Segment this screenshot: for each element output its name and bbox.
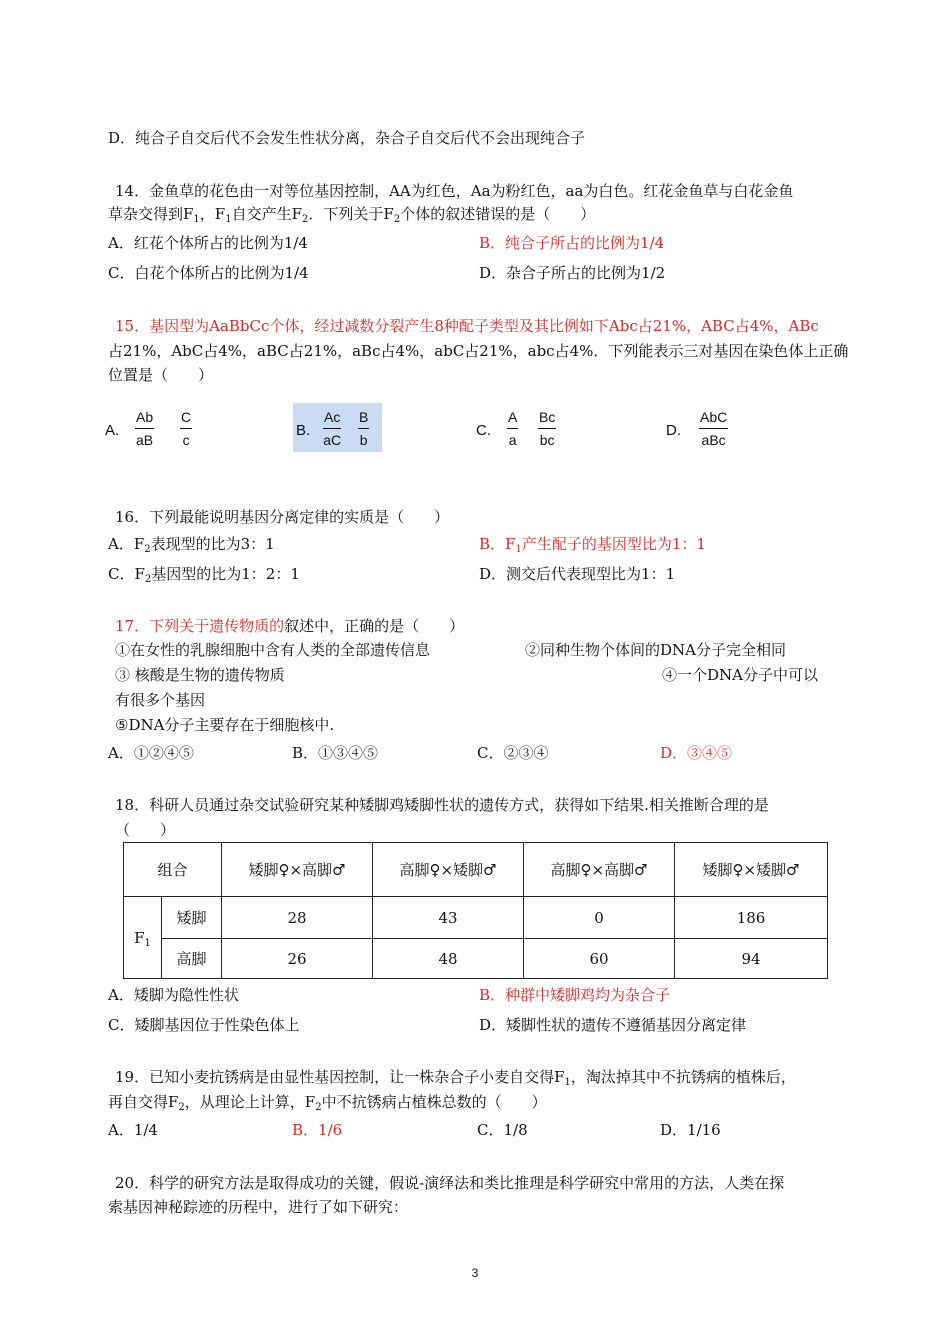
- q18-option-c: C．矮脚基因位于性染色体上: [108, 1016, 300, 1034]
- table-cell: 0: [524, 897, 675, 939]
- q15-option-b-highlight: B. $\frac{Ac}{aC}$ $\frac{B}{b}$: [293, 403, 382, 452]
- q20-stem-line2: 索基因神秘踪迹的历程中，进行了如下研究：: [108, 1198, 409, 1216]
- q17-option-c: C．②③④: [477, 744, 549, 762]
- q14-option-a: A．红花个体所占的比例为1/4: [108, 234, 308, 252]
- table-header-group: 组合: [124, 843, 222, 897]
- q19-option-c: C．1/8: [477, 1121, 528, 1139]
- q13-option-d: D．纯合子自交后代不会发生性状分离，杂合子自交后代不会出现纯合子: [108, 129, 586, 147]
- table-cell: 48: [373, 939, 524, 979]
- table-cell: 28: [222, 897, 373, 939]
- page-number: 3: [471, 1266, 479, 1280]
- q16-stem: 16．下列最能说明基因分离定律的实质是（ ）: [115, 508, 450, 526]
- table-cell: 186: [675, 897, 828, 939]
- q14-stem-line2: 草杂交得到$F_1$，$F_1$自交产生$F_2$．下列关于$F_2$个体的叙述错误的是（ ）: [108, 205, 596, 225]
- table-cell: 60: [524, 939, 675, 979]
- q19-option-b: B．1/6: [292, 1121, 343, 1139]
- q14-option-c: C．白花个体所占的比例为1/4: [108, 264, 309, 282]
- table-header-cross-2: 高脚♀×矮脚♂: [373, 843, 524, 897]
- q17-stem: 17．下列关于遗传物质的叙述中，正确的是（ ）: [115, 617, 465, 635]
- table-cell: 43: [373, 897, 524, 939]
- q19-option-a: A．1/4: [108, 1121, 158, 1139]
- table-row-label-tall: 高脚: [162, 939, 222, 979]
- q17-option-d: D．③④⑤: [660, 744, 733, 762]
- q20-stem-line1: 20．科学的研究方法是取得成功的关键，假说-演绎法和类比推理是科学研究中常用的方法，人类在探: [115, 1174, 785, 1192]
- q14-option-b: B．纯合子所占的比例为1/4: [479, 234, 665, 252]
- table-cell: 94: [675, 939, 828, 979]
- q15-stem-line3: 位置是（ ）: [108, 366, 214, 384]
- table-header-cross-3: 高脚♀×高脚♂: [524, 843, 675, 897]
- q19-stem-line2: 再自交得$F_2$，从理论上计算，$F_2$中不抗锈病占植株总数的（ ）: [108, 1093, 547, 1113]
- q15-option-c: C. $\frac{A}{a}$ $\frac{Bc}{bc}$: [476, 409, 556, 448]
- q17-statement-4b: 有很多个基因: [115, 691, 206, 709]
- q16-option-c: C．$F_2$基因型的比为1：2：1: [108, 565, 300, 585]
- q16-option-b: B．$F_1$产生配子的基因型比为1：1: [479, 535, 706, 555]
- q19-stem-line1: 19．已知小麦抗锈病是由显性基因控制，让一株杂合子小麦自交得$F_1$，淘汰掉其中不抗锈病的植株后，: [115, 1068, 796, 1088]
- q16-option-d: D．测交后代表现型比为1：1: [479, 565, 676, 583]
- q16-option-a: A．$F_2$表现型的比为3：1: [108, 535, 275, 555]
- q17-statement-3: ③ 核酸是生物的遗传物质: [115, 666, 285, 684]
- q17-statement-2: ②同种生物个体间的DNA分子完全相同: [525, 641, 786, 659]
- table-header-cross-4: 矮脚♀×矮脚♂: [675, 843, 828, 897]
- q18-option-b: B．种群中矮脚鸡均为杂合子: [479, 986, 671, 1004]
- q15-stem-line2: 占21%，AbC占4%，aBC占21%，aBc占4%，abC占21%，abc占4%．下列能表示三对基因在染色体上正确: [108, 342, 849, 360]
- q18-results-table: [123, 842, 828, 979]
- q17-option-a: A．①②④⑤: [108, 744, 194, 762]
- q18-option-d: D．矮脚性状的遗传不遵循基因分离定律: [479, 1016, 747, 1034]
- q17-option-b: B．①③④⑤: [292, 744, 379, 762]
- q14-stem-line1: 14．金鱼草的花色由一对等位基因控制，AA为红色，Aa为粉红色，aa为白色。红花金鱼草与白花金鱼: [115, 182, 794, 200]
- table-row-label-dwarf: 矮脚: [162, 897, 222, 939]
- q17-statement-4a: ④一个DNA分子中可以: [662, 666, 818, 684]
- q18-stem-line2: （ ）: [115, 821, 176, 839]
- q19-option-d: D．1/16: [660, 1121, 721, 1139]
- q18-option-a: A．矮脚为隐性性状: [108, 986, 239, 1004]
- q15-stem-line1: 15．基因型为AaBbCc个体，经过减数分裂产生8种配子类型及其比例如下Abc占21%，ABC占4%，ABc: [115, 317, 819, 335]
- q18-stem-line1: 18．科研人员通过杂交试验研究某种矮脚鸡矮脚性状的遗传方式，获得如下结果.相关推断合理的是: [115, 796, 769, 814]
- q14-option-d: D．杂合子所占的比例为1/2: [479, 264, 666, 282]
- q15-option-a: A. $\frac{Ab}{aB}$ $\frac{C}{c}$: [105, 409, 192, 448]
- table-f1-label: $F_1$: [124, 897, 162, 979]
- q15-option-d: D. AbC aBc: [666, 409, 728, 448]
- table-header-cross-1: 矮脚♀×高脚♂: [222, 843, 373, 897]
- table-cell: 26: [222, 939, 373, 979]
- q17-statement-5: ⑤DNA分子主要存在于细胞核中.: [115, 716, 335, 734]
- q17-statement-1: ①在女性的乳腺细胞中含有人类的全部遗传信息: [115, 641, 431, 659]
